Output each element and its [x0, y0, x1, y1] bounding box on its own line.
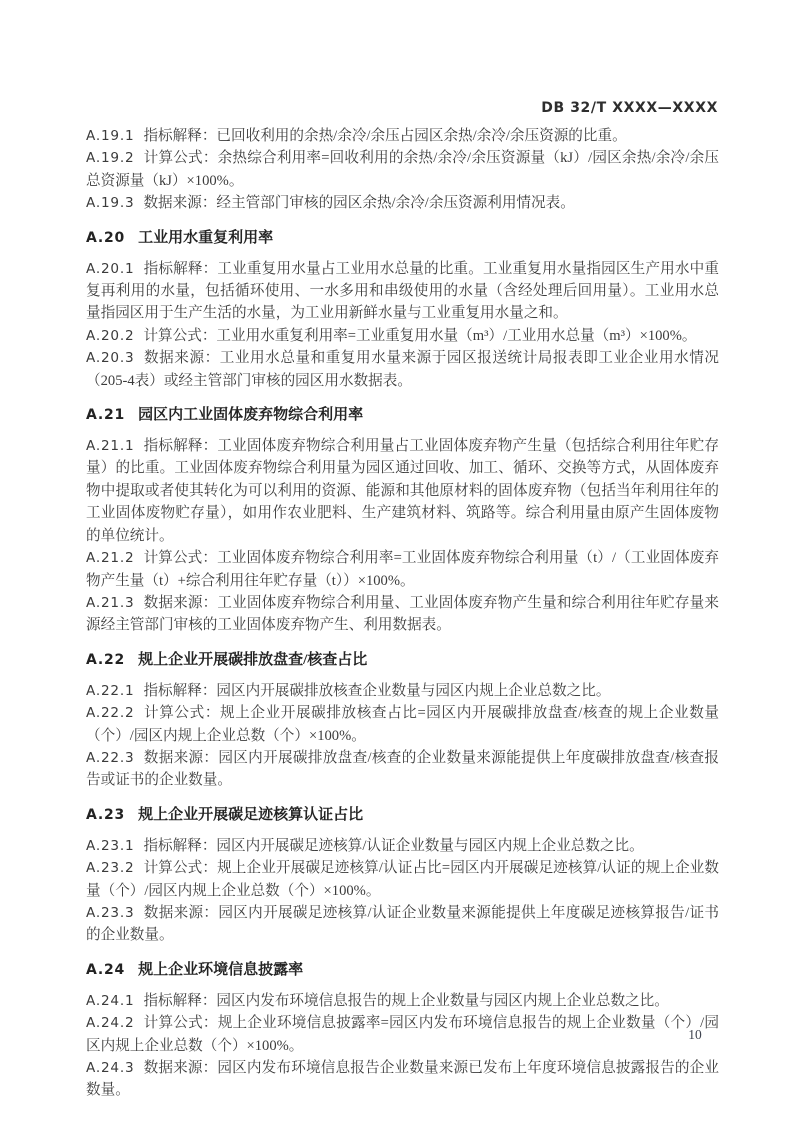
clause-text: 计算公式：工业用水重复利用率=工业重复用水量（m³）/工业用水总量（m³）×100%。: [143, 327, 697, 344]
section-number: A.23: [86, 806, 126, 823]
clause-number: A.20.1: [86, 260, 135, 277]
clause-number: A.23.2: [86, 860, 135, 877]
clause-text: 计算公式：余热综合利用率=回收利用的余热/余冷/余压资源量（kJ）/园区余热/余冷/余压总资源量（kJ）×100%。: [86, 150, 719, 189]
section-number: A.21: [86, 407, 126, 424]
clause-text: 数据来源：园区内发布环境信息报告企业数量来源已发布上年度环境信息披露报告的企业数量。: [86, 1060, 719, 1099]
clause-text: 指标解释：园区内发布环境信息报告的规上企业数量与园区内规上企业总数之比。: [143, 992, 669, 1009]
section-heading: [86, 404, 719, 426]
section-number: A.20: [86, 229, 126, 246]
clause-number: A.24.1: [86, 992, 135, 1009]
clause-text: 计算公式：工业固体废弃物综合利用率=工业固体废弃物综合利用量（t）/（工业固体废弃物产生量（t）+综合利用往年贮存量（t））×100%。: [86, 550, 719, 589]
clause-text: 指标解释：已回收利用的余热/余冷/余压占园区余热/余冷/余压资源的比重。: [143, 128, 627, 144]
clause-text: 指标解释：园区内开展碳足迹核算/认证企业数量与园区内规上企业总数之比。: [143, 837, 644, 854]
clause-paragraph: [86, 835, 719, 857]
clause-number: A.21.3: [86, 594, 135, 611]
clause-text: 指标解释：园区内开展碳排放核查企业数量与园区内规上企业总数之比。: [143, 682, 611, 699]
clause-number: A.21.1: [86, 438, 135, 455]
clause-number: A.23.3: [86, 904, 135, 921]
clause-number: A.19.1: [86, 128, 135, 144]
clause-text: 数据来源：园区内开展碳足迹核算/认证企业数量来源能提供上年度碳足迹核算报告/证书的企业数量。: [86, 904, 719, 944]
clause-paragraph: [86, 192, 719, 214]
clause-number: A.23.1: [86, 837, 135, 854]
clause-number: A.24.2: [86, 1015, 135, 1032]
clause-text: 计算公式：规上企业开展碳排放核查占比=园区内开展碳排放盘查/核查的规上企业数量（个）/园区内规上企业总数（个）×100%。: [86, 705, 719, 744]
clause-text: 数据来源：工业固体废弃物综合利用量、工业固体废弃物产生量和综合利用往年贮存量来源经主管部门审核的工业固体废弃物产生、利用数据表。: [86, 594, 719, 634]
section-title: 园区内工业固体废弃物综合利用率: [138, 407, 364, 424]
document-body: [86, 125, 719, 1102]
section-heading: [86, 804, 719, 826]
clause-number: A.20.2: [86, 327, 135, 344]
section-heading: [86, 227, 719, 249]
section-number: A.24: [86, 961, 126, 978]
section-heading: [86, 959, 719, 981]
clause-paragraph: [86, 435, 719, 547]
clause-paragraph: [86, 325, 719, 347]
clause-paragraph: [86, 857, 719, 902]
section-title: 规上企业开展碳足迹核算认证占比: [138, 806, 364, 823]
clause-paragraph: [86, 547, 719, 592]
clause-text: 指标解释：工业固体废弃物综合利用量占工业固体废弃物产生量（包括综合利用往年贮存量）的比重。工业固体废弃物综合利用量为园区通过回收、加工、循环、交换等方式，从固体废弃物中提取或者使其转化为可以利用的资源、能源和其他原材料的固体废弃物（包括当年利用往年的工业固体废物贮存量），如用作农业肥料、生产建筑材料、筑路等。综合利用量由原产生固体废物的单位统计。: [86, 438, 719, 544]
clause-text: 计算公式：规上企业开展碳足迹核算/认证占比=园区内开展碳足迹核算/认证的规上企业数量（个）/园区内规上企业总数（个）×100%。: [86, 860, 719, 899]
page-number: 10: [688, 1027, 702, 1042]
section-title: 规上企业开展碳排放盘查/核查占比: [138, 651, 368, 668]
section-title: 规上企业环境信息披露率: [138, 961, 304, 978]
section-title: 工业用水重复利用率: [138, 229, 274, 246]
clause-paragraph: [86, 990, 719, 1012]
clause-number: A.19.3: [86, 195, 135, 212]
clause-number: A.19.2: [86, 150, 135, 167]
clause-paragraph: [86, 592, 719, 637]
clause-number: A.21.2: [86, 550, 135, 567]
clause-text: 数据来源：园区内开展碳排放盘查/核查的企业数量来源能提供上年度碳排放盘查/核查报告或证书的企业数量。: [86, 749, 719, 789]
clause-paragraph: [86, 347, 719, 392]
clause-paragraph: [86, 902, 719, 947]
clause-text: 计算公式：规上企业环境信息披露率=园区内发布环境信息报告的规上企业数量（个）/园区内规上企业总数（个）×100%。: [86, 1015, 719, 1054]
clause-number: A.24.3: [86, 1060, 135, 1076]
clause-text: 数据来源：经主管部门审核的园区余热/余冷/余压资源利用情况表。: [143, 195, 575, 212]
clause-paragraph: [86, 1012, 719, 1057]
clause-paragraph: [86, 747, 719, 792]
clause-paragraph: [86, 258, 719, 325]
clause-text: 指标解释：工业重复用水量占工业用水总量的比重。工业重复用水量指园区生产用水中重复再利用的水量，包括循环使用、一水多用和串级使用的水量（含经处理后回用量）。工业用水总量指园区用于生产生活的水量，为工业用新鲜水量与工业重复用水量之和。: [86, 260, 719, 322]
clause-number: A.20.3: [86, 350, 135, 367]
clause-paragraph: [86, 125, 719, 147]
clause-paragraph: [86, 147, 719, 192]
clause-number: A.22.1: [86, 682, 135, 699]
clause-paragraph: [86, 1057, 719, 1102]
section-number: A.22: [86, 651, 126, 668]
clause-text: 数据来源：工业用水总量和重复用水量来源于园区报送统计局报表即工业企业用水情况（205-4表）或经主管部门审核的园区用水数据表。: [86, 350, 719, 389]
clause-number: A.22.3: [86, 749, 135, 766]
clause-paragraph: [86, 680, 719, 702]
clause-paragraph: [86, 702, 719, 747]
document-code-header: DB 32/T XXXX—XXXX: [541, 100, 718, 116]
clause-number: A.22.2: [86, 705, 135, 722]
section-heading: [86, 649, 719, 671]
